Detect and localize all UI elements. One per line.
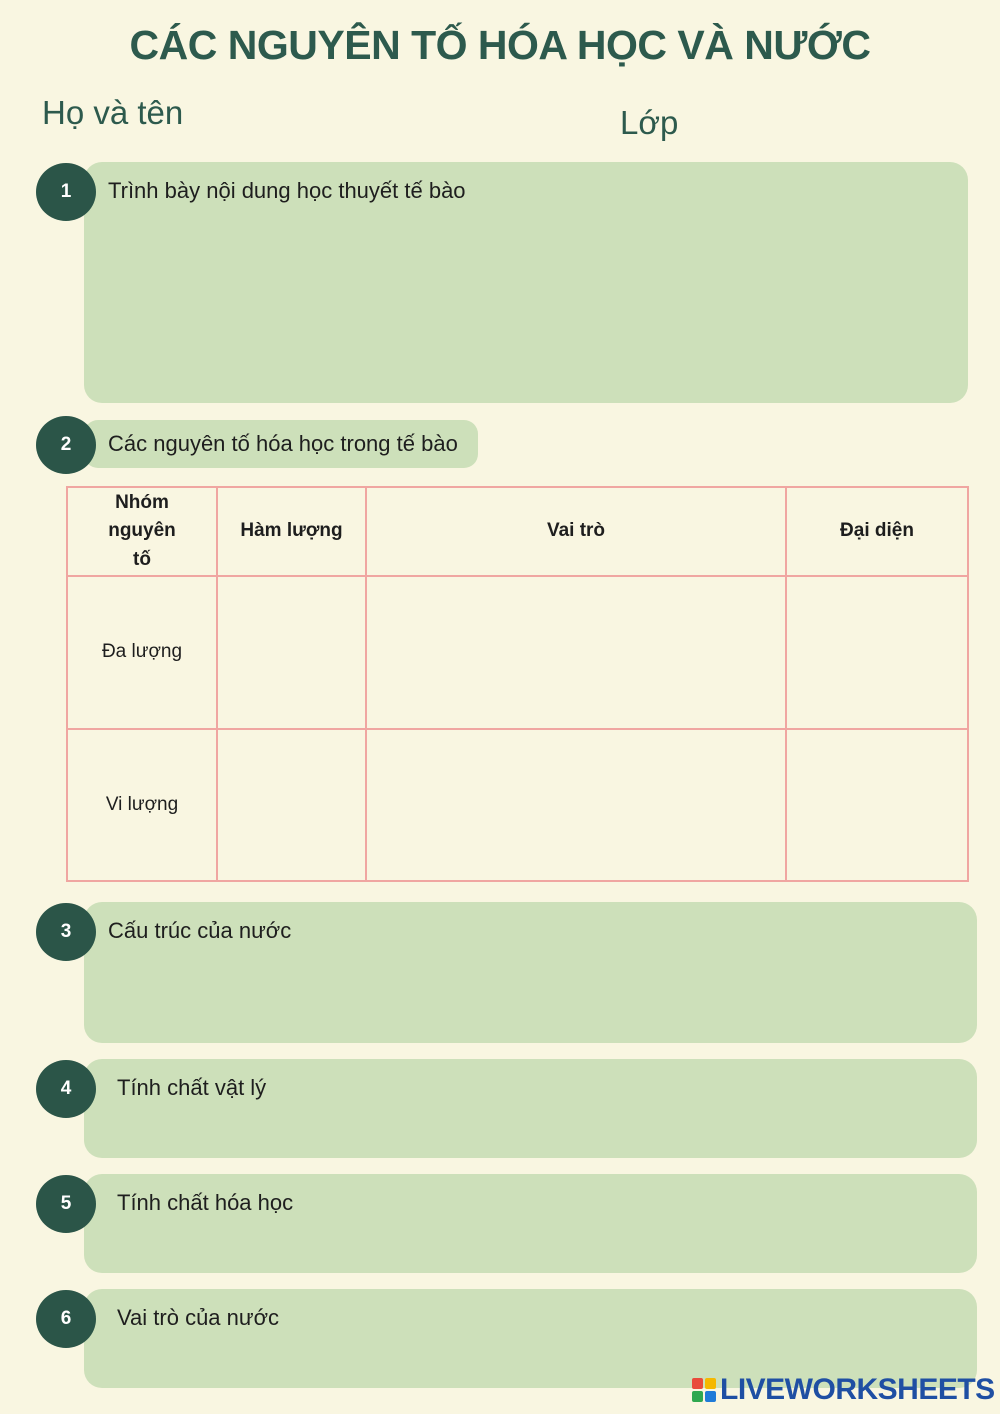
answer-cell[interactable] [217,576,366,729]
answer-cell[interactable] [217,729,366,882]
question-number-badge: 4 [36,1060,96,1118]
answer-cell[interactable] [786,576,968,729]
answer-cell[interactable] [366,729,786,882]
header-role: Vai trò [366,487,786,576]
question-6-text: Vai trò của nước [117,1305,280,1330]
cell-group-name: Đa lượng [67,576,217,729]
answer-box-5[interactable] [84,1174,977,1273]
question-number-badge: 2 [36,416,96,474]
class-label: Lớp [620,104,679,141]
question-1-text: Trình bày nội dung học thuyết tế bào [108,178,466,203]
elements-table [66,486,969,882]
answer-cell[interactable] [366,576,786,729]
name-label: Họ và tên [42,94,184,131]
answer-cell[interactable] [786,729,968,882]
question-number-badge: 5 [36,1175,96,1233]
liveworksheets-logo-icon [692,1378,716,1402]
table-header-row [67,487,968,576]
header-element-group: Nhóm nguyên tố [67,487,217,576]
answer-box-4[interactable] [84,1059,977,1158]
table-row [67,576,968,729]
header-representative: Đại diện [786,487,968,576]
logo-text: LIVEWORKSHEETS [720,1373,995,1406]
question-number-badge: 1 [36,163,96,221]
cell-group-name: Vi lượng [67,729,217,882]
question-4-text: Tính chất vật lý [117,1075,267,1100]
liveworksheets-logo[interactable] [692,1372,995,1408]
table-row [67,729,968,882]
question-5-text: Tính chất hóa học [117,1190,294,1215]
question-3-text: Cấu trúc của nước [108,918,292,943]
header-content: Hàm lượng [217,487,366,576]
question-number-badge: 3 [36,903,96,961]
question-2-text: Các nguyên tố hóa học trong tế bào [108,431,458,456]
question-number-badge: 6 [36,1290,96,1348]
page-title: CÁC NGUYÊN TỐ HÓA HỌC VÀ NƯỚC [129,22,871,68]
